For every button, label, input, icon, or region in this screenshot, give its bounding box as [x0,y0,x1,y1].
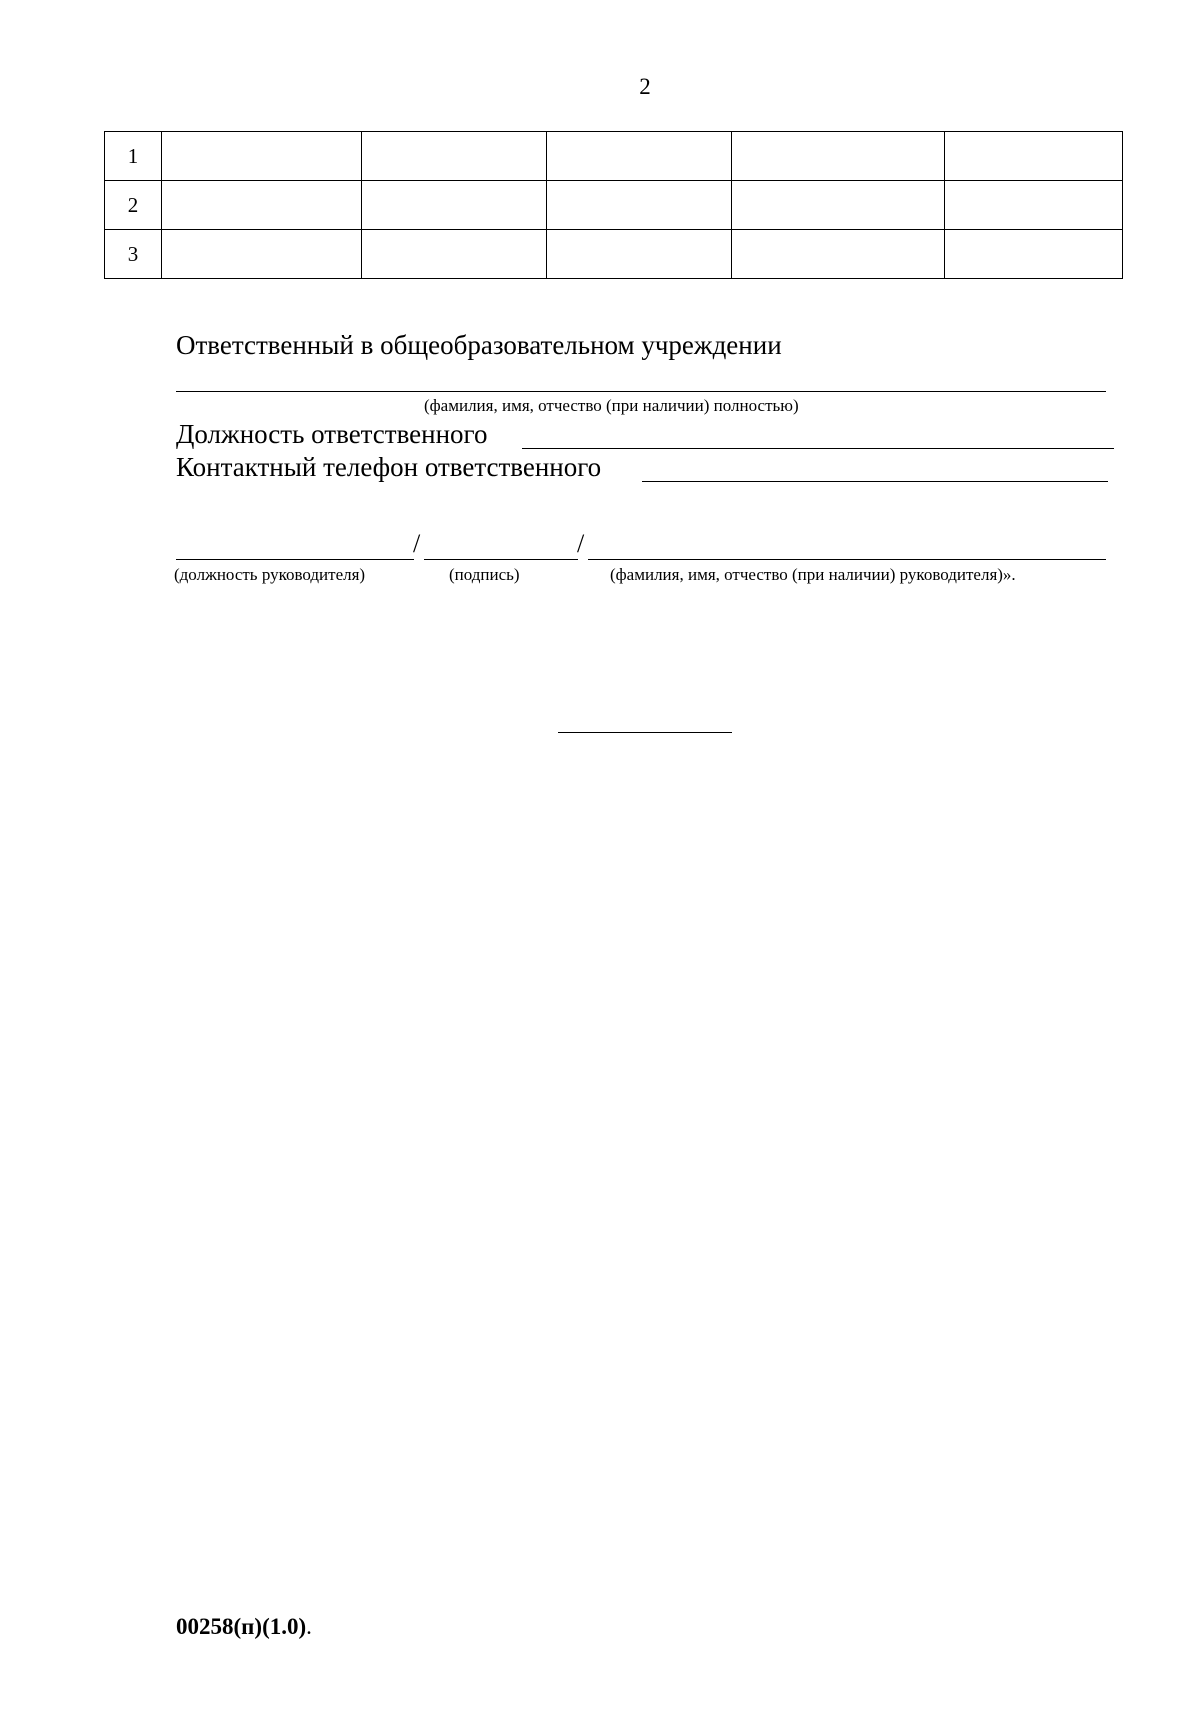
table-cell[interactable] [162,230,362,279]
data-table [104,131,1123,279]
table-cell[interactable] [945,230,1123,279]
separator-slash: / [577,529,585,558]
phone-label: Контактный телефон ответственного [176,452,602,482]
table-cell[interactable] [362,181,547,230]
position-fill-line[interactable] [522,448,1114,449]
table-cell[interactable] [547,230,732,279]
table-cell[interactable] [945,181,1123,230]
table-cell[interactable] [732,230,945,279]
table-cell[interactable] [732,132,945,181]
table-cell[interactable] [162,181,362,230]
table-cell[interactable] [362,230,547,279]
row-number: 2 [105,181,162,230]
table-cell[interactable] [945,132,1123,181]
separator-slash: / [413,529,421,558]
head-position-caption: (должность руководителя) [174,565,366,584]
table-row [105,181,1123,230]
table-row [105,230,1123,279]
responsible-heading: Ответственный в общеобразовательном учреждении [176,330,782,360]
doc-code [176,1614,312,1640]
table-cell[interactable] [362,132,547,181]
fio-caption: (фамилия, имя, отчество (при наличии) полностью) [424,396,799,415]
table-cell[interactable] [547,181,732,230]
doc-code-suffix: . [306,1614,312,1639]
row-number: 3 [105,230,162,279]
position-label: Должность ответственного [176,419,488,449]
doc-code-text: 00258(п)(1.0) [176,1614,307,1639]
end-rule [558,732,732,733]
phone-fill-line[interactable] [642,481,1108,482]
fio-fill-line[interactable] [176,391,1106,392]
head-fio-fill-line[interactable] [588,559,1106,560]
table-cell[interactable] [547,132,732,181]
page-number: 2 [639,74,651,99]
table-row [105,132,1123,181]
row-number: 1 [105,132,162,181]
table-cell[interactable] [162,132,362,181]
head-fio-caption: (фамилия, имя, отчество (при наличии) руководителя)». [610,565,1016,584]
head-position-fill-line[interactable] [176,559,414,560]
table-cell[interactable] [732,181,945,230]
signature-caption: (подпись) [449,565,520,584]
signature-fill-line[interactable] [424,559,578,560]
